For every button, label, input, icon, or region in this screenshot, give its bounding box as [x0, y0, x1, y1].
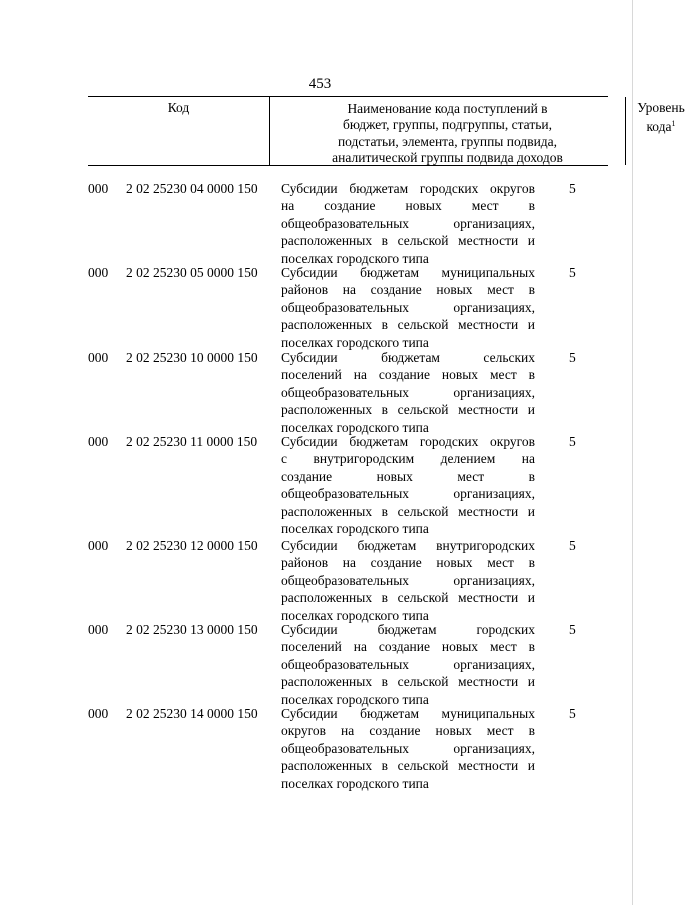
- header-name-line: бюджет, группы, подгруппы, статьи,: [343, 117, 552, 133]
- code-description: [281, 264, 535, 351]
- header-footnote-mark: 1: [671, 119, 676, 129]
- description-line: поселках городского типа: [281, 419, 429, 435]
- header-level-word: кода: [646, 119, 672, 135]
- header-name: [269, 97, 626, 165]
- description-line: Субсидии бюджетам внутригородских: [281, 538, 535, 553]
- revenue-code: 2 02 25230 14 0000 150: [126, 706, 258, 721]
- code-description: [281, 433, 535, 537]
- description-line: расположенных в сельской местности и: [281, 233, 535, 249]
- description-line: округов на создание новых мест в: [281, 723, 535, 739]
- admin-code: 000: [88, 434, 109, 449]
- description-line: Субсидии бюджетам муниципальных: [281, 706, 535, 721]
- code-description: [281, 537, 535, 624]
- code-level: 5: [569, 350, 576, 365]
- admin-code: 000: [88, 706, 109, 721]
- description-line: поселений на создание новых мест в: [281, 367, 535, 383]
- code-description: [281, 349, 535, 436]
- description-line: поселках городского типа: [281, 250, 429, 266]
- header-name-line: подстатьи, элемента, группы подвида,: [337, 133, 558, 149]
- code-description: [281, 621, 535, 708]
- description-line: общеобразовательных организациях,: [281, 572, 535, 588]
- description-line: с внутригородским делением на: [281, 451, 535, 467]
- description-line: на создание новых мест в: [281, 198, 535, 214]
- revenue-code: 2 02 25230 12 0000 150: [126, 538, 258, 553]
- description-line: общеобразовательных организациях,: [281, 656, 535, 672]
- code-level: 5: [569, 181, 576, 196]
- page-number: 453: [308, 76, 332, 92]
- code-level: 5: [569, 265, 576, 280]
- revenue-code: 2 02 25230 11 0000 150: [126, 434, 258, 449]
- code-description: [281, 180, 535, 267]
- description-line: поселках городского типа: [281, 607, 429, 623]
- description-line: Субсидии бюджетам сельских: [281, 350, 535, 365]
- code-level: 5: [569, 706, 576, 721]
- table-header: [88, 96, 685, 166]
- code-level: 5: [569, 434, 576, 449]
- description-line: общеобразовательных организациях,: [281, 299, 535, 315]
- header-name-line: Наименование кода поступлений в: [347, 101, 548, 116]
- admin-code: 000: [88, 350, 109, 365]
- description-line: поселках городского типа: [281, 691, 429, 707]
- description-line: расположенных в сельской местности и: [281, 317, 535, 333]
- admin-code: 000: [88, 538, 109, 553]
- admin-code: 000: [88, 622, 109, 637]
- header-name-line: аналитической группы подвида доходов: [332, 150, 563, 166]
- description-line: общеобразовательных организациях,: [281, 486, 535, 502]
- code-description: [281, 705, 535, 792]
- admin-code: 000: [88, 265, 109, 280]
- revenue-code: 2 02 25230 04 0000 150: [126, 181, 258, 196]
- description-line: поселках городского типа: [281, 334, 429, 350]
- header-level-line: Уровень: [637, 100, 685, 115]
- description-line: Субсидии бюджетам городских округов: [281, 181, 535, 196]
- description-line: поселений на создание новых мест в: [281, 639, 535, 655]
- description-line: расположенных в сельской местности и: [281, 674, 535, 690]
- description-line: Субсидии бюджетам городских: [281, 622, 535, 637]
- description-line: создание новых мест в: [281, 468, 535, 484]
- revenue-code: 2 02 25230 13 0000 150: [126, 622, 258, 637]
- code-level: 5: [569, 538, 576, 553]
- description-line: расположенных в сельской местности и: [281, 402, 535, 418]
- revenue-code: 2 02 25230 05 0000 150: [126, 265, 258, 280]
- description-line: расположенных в сельской местности и: [281, 503, 535, 519]
- revenue-code: 2 02 25230 10 0000 150: [126, 350, 258, 365]
- description-line: поселках городского типа: [281, 521, 429, 537]
- description-line: расположенных в сельской местности и: [281, 758, 535, 774]
- description-line: Субсидии бюджетам городских округов: [281, 434, 535, 449]
- description-line: районов на создание новых мест в: [281, 555, 535, 571]
- description-line: районов на создание новых мест в: [281, 282, 535, 298]
- header-code: Код: [167, 100, 190, 115]
- description-line: Субсидии бюджетам муниципальных: [281, 265, 535, 280]
- description-line: общеобразовательных организациях,: [281, 740, 535, 756]
- description-line: общеобразовательных организациях,: [281, 384, 535, 400]
- code-level: 5: [569, 622, 576, 637]
- description-line: общеобразовательных организациях,: [281, 215, 535, 231]
- admin-code: 000: [88, 181, 109, 196]
- header-level: [626, 97, 696, 165]
- description-line: поселках городского типа: [281, 775, 429, 791]
- description-line: расположенных в сельской местности и: [281, 590, 535, 606]
- header-level-line: [626, 116, 696, 135]
